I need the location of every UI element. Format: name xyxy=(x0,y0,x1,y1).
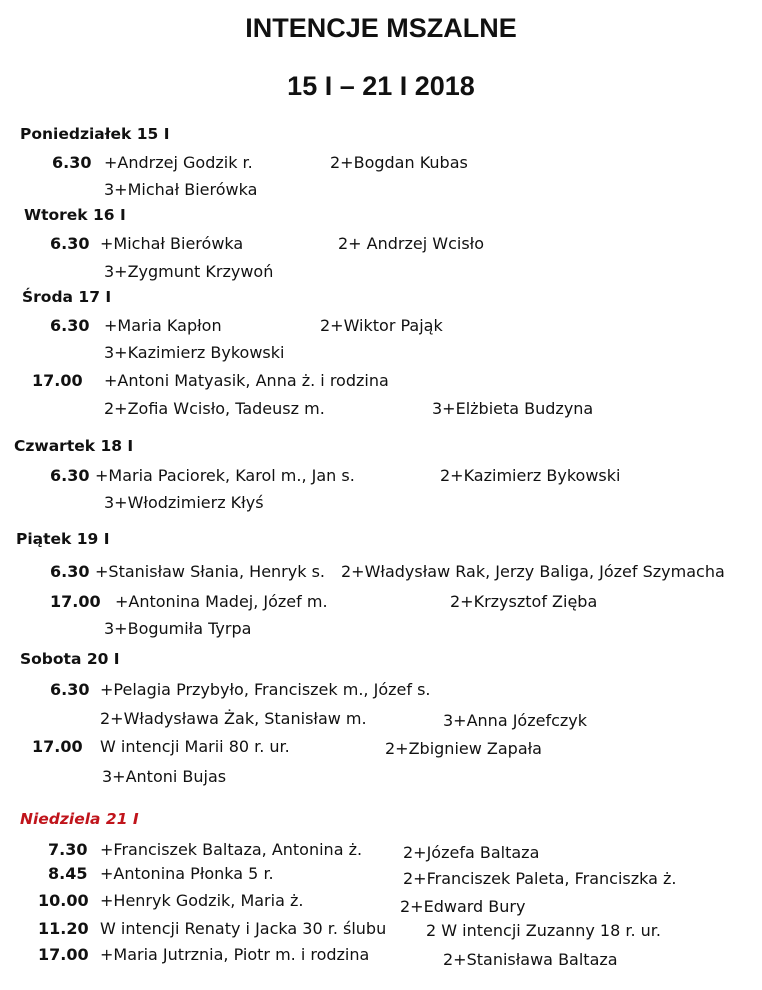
day-heading-saturday: Sobota 20 I xyxy=(20,650,120,668)
mass-time: 17.00 xyxy=(38,945,89,964)
intention: +Antoni Matyasik, Anna ż. i rodzina xyxy=(104,371,389,390)
intention-second: 2+Wiktor Pająk xyxy=(320,316,443,335)
mass-time: 17.00 xyxy=(32,371,83,390)
intention: +Pelagia Przybyło, Franciszek m., Józef s. xyxy=(100,680,431,699)
mass-time: 17.00 xyxy=(50,592,101,611)
mass-time: 6.30 xyxy=(52,153,92,172)
day-heading-tuesday: Wtorek 16 I xyxy=(24,206,126,224)
intention-second: 2 W intencji Zuzanny 18 r. ur. xyxy=(426,921,661,940)
mass-time: 6.30 xyxy=(50,562,90,581)
intention-second: 2+Zofia Wcisło, Tadeusz m. xyxy=(104,399,325,418)
intention: +Antonina Madej, Józef m. xyxy=(115,592,328,611)
intention-third: 3+Zygmunt Krzywoń xyxy=(104,262,274,281)
day-heading-sunday: Niedziela 21 I xyxy=(20,810,139,828)
intention-second: 2+Stanisława Baltaza xyxy=(443,950,618,969)
intention: +Maria Kapłon xyxy=(104,316,222,335)
intention-second: 2+Zbigniew Zapała xyxy=(385,739,542,758)
intention: +Stanisław Słania, Henryk s. xyxy=(95,562,325,581)
intention-third: 3+Włodzimierz Kłyś xyxy=(104,493,264,512)
intention-second: 2+Franciszek Paleta, Franciszka ż. xyxy=(403,869,677,888)
day-heading-monday: Poniedziałek 15 I xyxy=(20,125,170,143)
mass-time: 11.20 xyxy=(38,919,89,938)
intention-second: 2+Edward Bury xyxy=(400,897,526,916)
intention: +Maria Jutrznia, Piotr m. i rodzina xyxy=(100,945,370,964)
intention-second: 2+Władysława Żak, Stanisław m. xyxy=(100,709,367,728)
intention: +Maria Paciorek, Karol m., Jan s. xyxy=(95,466,355,485)
date-range: 15 I – 21 I 2018 xyxy=(287,71,475,101)
intention: +Antonina Płonka 5 r. xyxy=(100,864,274,883)
page-title: INTENCJE MSZALNE xyxy=(245,13,517,43)
intention: W intencji Marii 80 r. ur. xyxy=(100,737,290,756)
day-heading-thursday: Czwartek 18 I xyxy=(14,437,134,455)
intention-third: 3+Kazimierz Bykowski xyxy=(104,343,285,362)
mass-time: 8.45 xyxy=(48,864,88,883)
intention: +Andrzej Godzik r. xyxy=(104,153,253,172)
intention: W intencji Renaty i Jacka 30 r. ślubu xyxy=(100,919,387,938)
intention-third: 3+Bogumiła Tyrpa xyxy=(104,619,252,638)
intention: +Henryk Godzik, Maria ż. xyxy=(100,891,304,910)
intention-second: 2+Bogdan Kubas xyxy=(330,153,468,172)
intention-third: 3+Michał Bierówka xyxy=(104,180,258,199)
mass-time: 6.30 xyxy=(50,316,90,335)
mass-time: 6.30 xyxy=(50,234,90,253)
mass-time: 10.00 xyxy=(38,891,89,910)
day-heading-wednesday: Środa 17 I xyxy=(22,288,112,306)
mass-time: 6.30 xyxy=(50,680,90,699)
mass-time: 17.00 xyxy=(32,737,83,756)
intention-third: 3+Antoni Bujas xyxy=(102,767,227,786)
intention: +Michał Bierówka xyxy=(100,234,244,253)
intention-second: 2+Władysław Rak, Jerzy Baliga, Józef Szymacha xyxy=(341,562,725,581)
intention-second: 2+ Andrzej Wcisło xyxy=(338,234,484,253)
intention-third: 3+Anna Józefczyk xyxy=(443,711,588,730)
intention-second: 2+Krzysztof Zięba xyxy=(450,592,598,611)
mass-time: 7.30 xyxy=(48,840,88,859)
intention: +Franciszek Baltaza, Antonina ż. xyxy=(100,840,363,859)
day-heading-friday: Piątek 19 I xyxy=(16,530,110,548)
mass-time: 6.30 xyxy=(50,466,90,485)
intention-third: 3+Elżbieta Budzyna xyxy=(432,399,594,418)
intention-second: 2+Józefa Baltaza xyxy=(403,843,540,862)
intention-second: 2+Kazimierz Bykowski xyxy=(440,466,621,485)
